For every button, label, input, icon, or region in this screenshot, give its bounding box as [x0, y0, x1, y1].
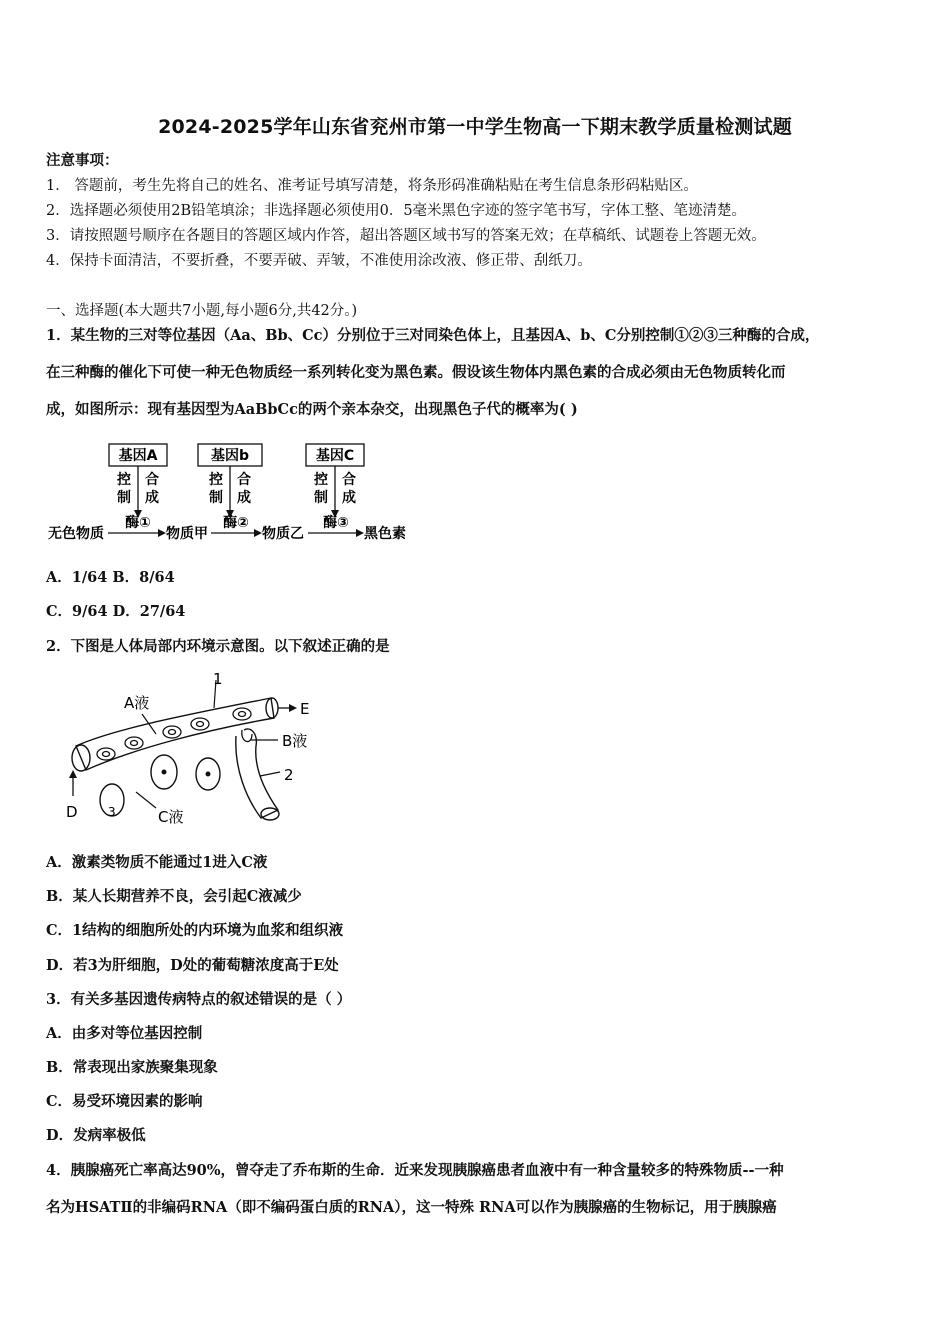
q3-stem: 3．有关多基因遗传病特点的叙述错误的是（ ）	[46, 991, 352, 1008]
notice-item: 4．保持卡面清洁，不要折叠，不要弄破、弄皱，不准使用涂改液、修正带、刮纸刀。	[46, 253, 592, 269]
svg-text:制: 制	[209, 490, 223, 506]
page-title: 2024-2025学年山东省兖州市第一中学生物高一下期末教学质量检测试题	[158, 116, 792, 138]
svg-text:成: 成	[342, 490, 356, 506]
q3-option: C．易受环境因素的影响	[46, 1093, 203, 1110]
label-d: D	[66, 803, 78, 821]
gene-a-label: 基因A	[118, 448, 158, 464]
svg-text:制: 制	[314, 490, 328, 506]
svg-text:控: 控	[314, 472, 328, 488]
blood-cells	[97, 708, 251, 760]
label-2: 2	[284, 766, 294, 784]
q4-stem-line: 4．胰腺癌死亡率高达90%，曾夺走了乔布斯的生命．近来发现胰腺癌患者血液中有一种含量较多的特殊物质--一种	[46, 1162, 784, 1179]
q2-option: D．若3为肝细胞，D处的葡萄糖浓度高于E处	[46, 957, 339, 974]
label-c-fluid: C液	[158, 808, 184, 826]
substance-melanin: 黑色素	[364, 526, 406, 542]
label-1: 1	[213, 670, 223, 688]
notice-item: 1． 答题前，考生先将自己的姓名、准考证号填写清楚，将条形码准确粘贴在考生信息条形码粘贴区。	[46, 178, 698, 194]
q1-options-line: A．1/64 B．8/64	[46, 569, 175, 586]
control-label: 控	[117, 472, 131, 488]
section-heading: 一、选择题(本大题共7小题,每小题6分,共42分。)	[46, 303, 358, 319]
label-3: 3	[108, 805, 116, 819]
q1-pathway-diagram	[46, 440, 426, 550]
q1-stem-line: 在三种酶的催化下可使一种无色物质经一系列转化变为黑色素。假设该生物体内黑色素的合成必须由无色物质转化而	[46, 364, 786, 381]
q2-tissue-diagram	[46, 668, 336, 833]
gene-b-group	[198, 444, 262, 518]
q1-stem-line: 1．某生物的三对等位基因（Aa、Bb、Cc）分别位于三对同染色体上，且基因A、b、C分别控制①②③三种酶的合成，	[46, 327, 820, 344]
tissue-cells	[100, 755, 220, 816]
q3-option: A．由多对等位基因控制	[46, 1025, 203, 1042]
q1-stem-line: 成，如图所示：现有基因型为AaBbCc的两个亲本杂交，出现黑色子代的概率为( )	[46, 401, 578, 418]
substance-a: 物质甲	[166, 526, 208, 542]
q2-option: A．激素类物质不能通过1进入C液	[46, 854, 268, 871]
enzyme-2-label: 酶②	[223, 515, 249, 531]
gene-a-group	[109, 444, 167, 518]
gene-b-label: 基因b	[210, 448, 250, 464]
label-e: E	[300, 700, 310, 718]
svg-text:合: 合	[237, 472, 251, 488]
notice-heading: 注意事项：	[46, 152, 119, 169]
notice-item: 3．请按照题号顺序在各题目的答题区域内作答，超出答题区域书写的答案无效；在草稿纸、试题卷上答题无效。	[46, 228, 766, 244]
gene-c-label: 基因C	[315, 448, 355, 464]
q3-option: B．常表现出家族聚集现象	[46, 1059, 218, 1076]
q2-option: B．某人长期营养不良，会引起C液减少	[46, 888, 302, 905]
label-b-fluid: B液	[282, 732, 308, 750]
svg-text:合: 合	[342, 472, 356, 488]
q2-stem: 2．下图是人体局部内环境示意图。以下叙述正确的是	[46, 638, 390, 655]
gene-c-group	[306, 444, 364, 518]
enzyme-1-label: 酶①	[125, 515, 151, 531]
substance-b: 物质乙	[262, 526, 304, 542]
q1-options-line: C．9/64 D．27/64	[46, 603, 186, 620]
q3-option: D．发病率极低	[46, 1127, 146, 1144]
label-a-fluid: A液	[124, 694, 150, 712]
substance-colorless: 无色物质	[48, 526, 104, 542]
synth-label: 合	[145, 472, 159, 488]
svg-text:成: 成	[145, 490, 159, 506]
q4-stem-line: 名为HSATⅡ的非编码RNA（即不编码蛋白质的RNA），这一特殊 RNA可以作为胰腺癌的生物标记，用于胰腺癌	[46, 1199, 777, 1216]
svg-text:制: 制	[117, 490, 131, 506]
q2-option: C．1结构的细胞所处的内环境为血浆和组织液	[46, 922, 344, 939]
svg-text:控: 控	[209, 472, 223, 488]
enzyme-3-label: 酶③	[323, 515, 349, 531]
svg-text:成: 成	[237, 490, 251, 506]
notice-item: 2．选择题必须使用2B铅笔填涂；非选择题必须使用0．5毫米黑色字迹的签字笔书写，字体工整、笔迹清楚。	[46, 203, 747, 219]
